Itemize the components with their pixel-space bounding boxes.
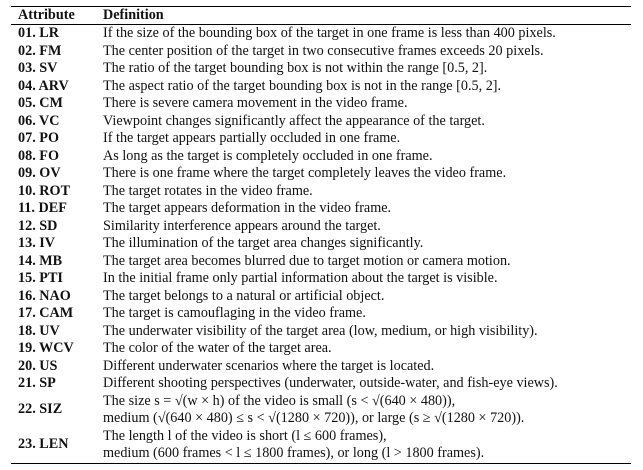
table-body	[11, 25, 631, 464]
definition-line: The center position of the target in two consecutive frames exceeds 20 pixels.	[103, 42, 544, 59]
definition-line: The aspect ratio of the target bounding box is not in the range [0.5, 2].	[103, 77, 502, 94]
definition-line: There is one frame where the target completely leaves the video frame.	[103, 165, 507, 181]
header-row	[11, 7, 631, 25]
definition-line: The target is camouflaging in the video frame.	[103, 305, 366, 321]
table-row	[11, 358, 631, 376]
definition-line: The color of the water of the target area.	[103, 340, 332, 356]
table-row	[11, 113, 631, 131]
definition-line: medium (600 frames < l ≤ 1800 frames), or long (l > 1800 frames).	[103, 445, 485, 461]
attribute-definition	[101, 270, 631, 288]
definition-line: The illumination of the target area changes significantly.	[103, 235, 424, 251]
attribute-code: 18. UV	[18, 322, 60, 339]
attribute-definition	[101, 78, 631, 96]
definition-line: In the initial frame only partial information about the target is visible.	[103, 270, 498, 286]
table-row	[11, 200, 631, 218]
attribute-code: 11. DEF	[18, 200, 67, 217]
definition-line: Different underwater scenarios where the target is located.	[103, 357, 435, 374]
attribute-definition	[101, 375, 631, 393]
table-row	[11, 253, 631, 271]
definition-line: medium (√(640 × 480) ≤ s < √(1280 × 720)), or large (s ≥ √(1280 × 720)).	[103, 410, 525, 426]
attribute-code: 10. ROT	[18, 182, 71, 199]
attribute-code: 09. OV	[18, 165, 61, 182]
definition-line: The target belongs to a natural or artificial object.	[103, 287, 385, 304]
table-row	[11, 288, 631, 306]
attribute-definition	[101, 323, 631, 341]
table-row	[11, 25, 631, 43]
attribute-code: 16. NAO	[18, 287, 71, 304]
definition-line: There is severe camera movement in the video frame.	[103, 95, 408, 111]
definition-line: Different shooting perspectives (underwater, outside-water, and fish-eye views).	[103, 375, 558, 391]
attribute-definition	[101, 235, 631, 253]
table-row	[11, 43, 631, 61]
table-row	[11, 235, 631, 253]
header-definition: Definition	[103, 7, 164, 23]
attribute-code: 01. LR	[18, 25, 59, 42]
attribute-code: 08. FO	[18, 147, 59, 164]
definition-line: The ratio of the target bounding box is not within the range [0.5, 2].	[103, 60, 488, 76]
definition-line: As long as the target is completely occluded in one frame.	[103, 147, 433, 164]
table-row	[11, 95, 631, 113]
attribute-definition	[101, 148, 631, 166]
attribute-definition	[101, 183, 631, 201]
table-header	[11, 7, 631, 25]
attribute-definition	[101, 340, 631, 358]
definition-line: If the target appears partially occluded in one frame.	[103, 130, 401, 146]
attribute-definition	[101, 60, 631, 78]
attribute-code: 13. IV	[18, 235, 56, 252]
attribute-table-document	[11, 6, 631, 464]
definition-line: The target rotates in the video frame.	[103, 182, 313, 199]
table-row	[11, 305, 631, 323]
definition-line: The underwater visibility of the target area (low, medium, or high visibility).	[103, 322, 538, 339]
attribute-code: 03. SV	[18, 60, 58, 77]
attribute-code: 02. FM	[18, 42, 62, 59]
table-row	[11, 60, 631, 78]
attribute-code: 05. CM	[18, 95, 63, 112]
table-row	[11, 218, 631, 236]
definition-line: The target area becomes blurred due to target motion or camera motion.	[103, 252, 511, 269]
table-row	[11, 78, 631, 96]
header-attribute: Attribute	[18, 7, 75, 23]
attribute-definition-table	[11, 6, 631, 464]
attribute-code: 19. WCV	[18, 340, 74, 357]
table-row	[11, 165, 631, 183]
table-row	[11, 428, 631, 464]
attribute-definition	[101, 305, 631, 323]
table-row	[11, 323, 631, 341]
definition-line: The length l of the video is short (l ≤ 600 frames),	[103, 427, 387, 444]
attribute-definition	[101, 393, 631, 428]
attribute-code: 15. PTI	[18, 270, 63, 287]
table-row	[11, 183, 631, 201]
attribute-code: 06. VC	[18, 112, 60, 129]
attribute-code: 23. LEN	[18, 436, 69, 453]
attribute-code: 04. ARV	[18, 77, 69, 94]
definition-line: The target appears deformation in the video frame.	[103, 200, 392, 216]
attribute-code: 17. CAM	[18, 305, 74, 322]
definition-line: Similarity interference appears around the target.	[103, 217, 381, 234]
attribute-code: 22. SIZ	[18, 401, 63, 418]
attribute-definition	[101, 288, 631, 306]
attribute-definition	[101, 130, 631, 148]
attribute-code: 14. MB	[18, 252, 63, 269]
attribute-definition	[101, 218, 631, 236]
table-row	[11, 270, 631, 288]
attribute-definition	[101, 113, 631, 131]
attribute-definition	[101, 200, 631, 218]
attribute-code: 20. US	[18, 357, 58, 374]
attribute-definition	[101, 358, 631, 376]
table-row	[11, 393, 631, 428]
table-row	[11, 148, 631, 166]
definition-line: Viewpoint changes significantly affect the appearance of the target.	[103, 112, 485, 129]
attribute-definition	[101, 25, 631, 43]
attribute-definition	[101, 165, 631, 183]
attribute-code: 12. SD	[18, 217, 58, 234]
table-row	[11, 130, 631, 148]
definition-line: If the size of the bounding box of the target in one frame is less than 400 pixels.	[103, 25, 556, 41]
table-row	[11, 340, 631, 358]
table-row	[11, 375, 631, 393]
attribute-definition	[101, 253, 631, 271]
attribute-code: 07. PO	[18, 130, 59, 147]
attribute-code: 21. SP	[18, 375, 56, 392]
definition-line: The size s = √(w × h) of the video is small (s < √(640 × 480)),	[103, 392, 456, 409]
attribute-definition	[101, 428, 631, 464]
attribute-definition	[101, 43, 631, 61]
attribute-definition	[101, 95, 631, 113]
